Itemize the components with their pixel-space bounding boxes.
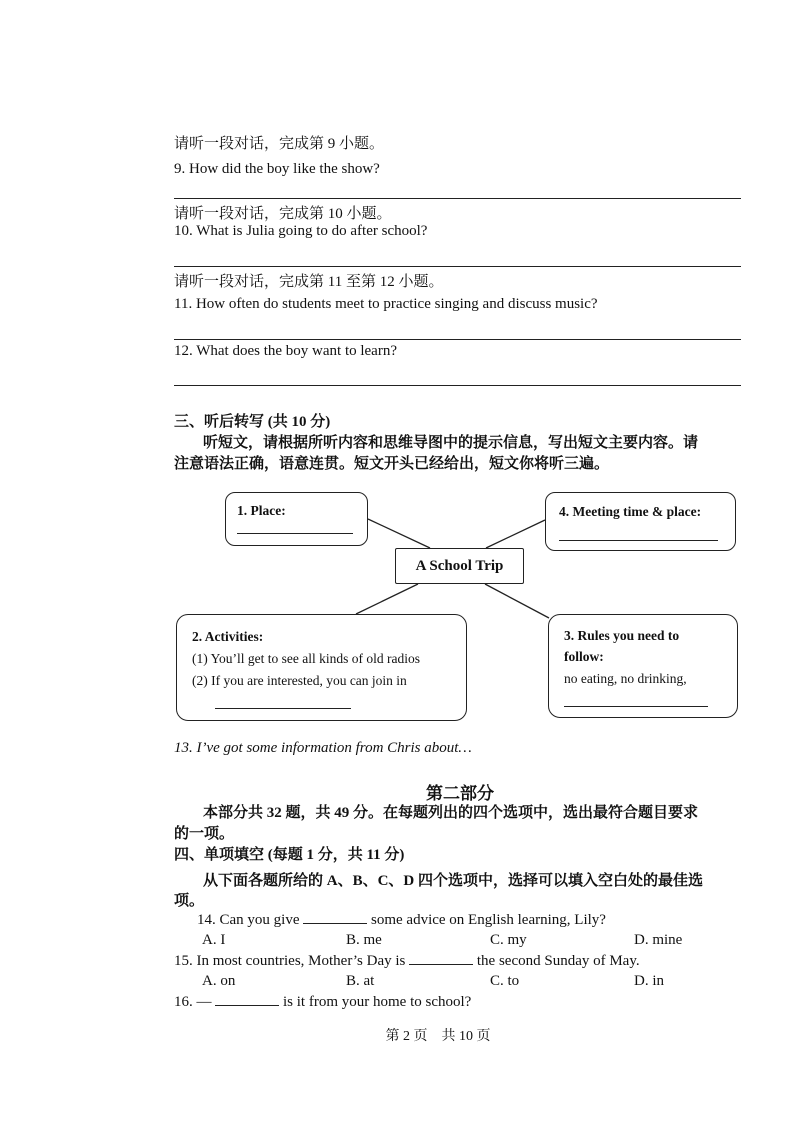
q11-answer-line[interactable] bbox=[174, 339, 741, 340]
q14-stem-a: 14. Can you give bbox=[197, 912, 300, 928]
activities-line-1: (1) You’ll get to see all kinds of old radios bbox=[192, 651, 420, 666]
part2-intro-2: 的一项。 bbox=[174, 826, 235, 842]
place-label: 1. Place: bbox=[237, 503, 286, 518]
activities-blank[interactable] bbox=[215, 708, 351, 709]
meeting-label: 4. Meeting time & place: bbox=[559, 504, 702, 519]
mindmap-meeting-box bbox=[545, 492, 736, 551]
q16-stem bbox=[174, 993, 471, 1011]
q11-intro: 请听一段对话，完成第 11 至第 12 小题。 bbox=[174, 274, 444, 290]
meeting-blank[interactable] bbox=[559, 540, 718, 541]
q14-stem bbox=[197, 911, 606, 929]
q16-stem-b: is it from your home to school? bbox=[283, 994, 472, 1010]
q15-stem bbox=[174, 952, 640, 970]
mindmap-activities-box bbox=[176, 614, 467, 721]
q16-blank[interactable] bbox=[215, 993, 279, 1006]
section3-heading: 三、听后转写 (共 10 分) bbox=[174, 414, 331, 430]
q9-text: 9. How did the boy like the show? bbox=[174, 161, 380, 177]
rules-label-1: 3. Rules you need to bbox=[564, 628, 680, 643]
place-blank[interactable] bbox=[237, 533, 353, 534]
section4-instructions-2: 项。 bbox=[174, 893, 205, 909]
mindmap-center-box bbox=[395, 548, 524, 584]
rules-blank[interactable] bbox=[564, 706, 708, 707]
q14-blank[interactable] bbox=[303, 911, 367, 924]
q11-text: 11. How often do students meet to practice singing and discuss music? bbox=[174, 296, 598, 312]
q14-option-b[interactable]: B. me bbox=[346, 932, 382, 948]
section3-instructions-1: 听短文，请根据所听内容和思维导图中的提示信息，写出短文主要内容。请 bbox=[203, 435, 699, 451]
section3-instructions-2: 注意语法正确，语意连贯。短文开头已经给出，短文你将听三遍。 bbox=[174, 456, 610, 472]
q10-intro: 请听一段对话，完成第 10 小题。 bbox=[174, 206, 392, 222]
q15-option-a[interactable]: A. on bbox=[202, 973, 236, 989]
q15-stem-b: the second Sunday of May. bbox=[476, 953, 640, 969]
q10-text: 10. What is Julia going to do after school? bbox=[174, 223, 428, 239]
q14-option-a[interactable]: A. I bbox=[202, 932, 226, 948]
rules-line-1: no eating, no drinking, bbox=[564, 671, 687, 686]
q15-blank[interactable] bbox=[409, 952, 473, 965]
q9-intro: 请听一段对话，完成第 9 小题。 bbox=[174, 136, 385, 152]
mindmap-place-box bbox=[225, 492, 368, 546]
section4-heading: 四、单项填空 (每题 1 分，共 11 分) bbox=[174, 847, 405, 863]
page-footer: 第 2 页 共 10 页 bbox=[385, 1029, 491, 1044]
q16-stem-a: 16. — bbox=[174, 994, 212, 1010]
q14-stem-b: some advice on English learning, Lily? bbox=[371, 912, 606, 928]
q10-answer-line[interactable] bbox=[174, 266, 741, 267]
q9-answer-line[interactable] bbox=[174, 198, 741, 199]
q12-answer-line[interactable] bbox=[174, 385, 741, 386]
activities-label: 2. Activities: bbox=[192, 629, 264, 644]
activities-line-2: (2) If you are interested, you can join in bbox=[192, 673, 407, 688]
q15-option-b[interactable]: B. at bbox=[346, 973, 375, 989]
q12-text: 12. What does the boy want to learn? bbox=[174, 343, 397, 359]
q15-option-d[interactable]: D. in bbox=[634, 973, 664, 989]
q14-option-c[interactable]: C. my bbox=[490, 932, 527, 948]
section4-instructions-1: 从下面各题所给的 A、B、C、D 四个选项中，选择可以填入空白处的最佳选 bbox=[203, 873, 704, 889]
q14-option-d[interactable]: D. mine bbox=[634, 932, 683, 948]
mindmap-rules-box bbox=[548, 614, 738, 718]
part2-intro-1: 本部分共 32 题，共 49 分。在每题列出的四个选项中，选出最符合题目要求 bbox=[203, 805, 699, 821]
q15-stem-a: 15. In most countries, Mother’s Day is bbox=[174, 953, 406, 969]
part2-title: 第二部分 bbox=[426, 784, 494, 803]
q13-text: 13. I’ve got some information from Chris about… bbox=[174, 740, 472, 756]
center-title: A School Trip bbox=[415, 558, 504, 574]
q15-option-c[interactable]: C. to bbox=[490, 973, 520, 989]
rules-label-2: follow: bbox=[564, 649, 604, 664]
